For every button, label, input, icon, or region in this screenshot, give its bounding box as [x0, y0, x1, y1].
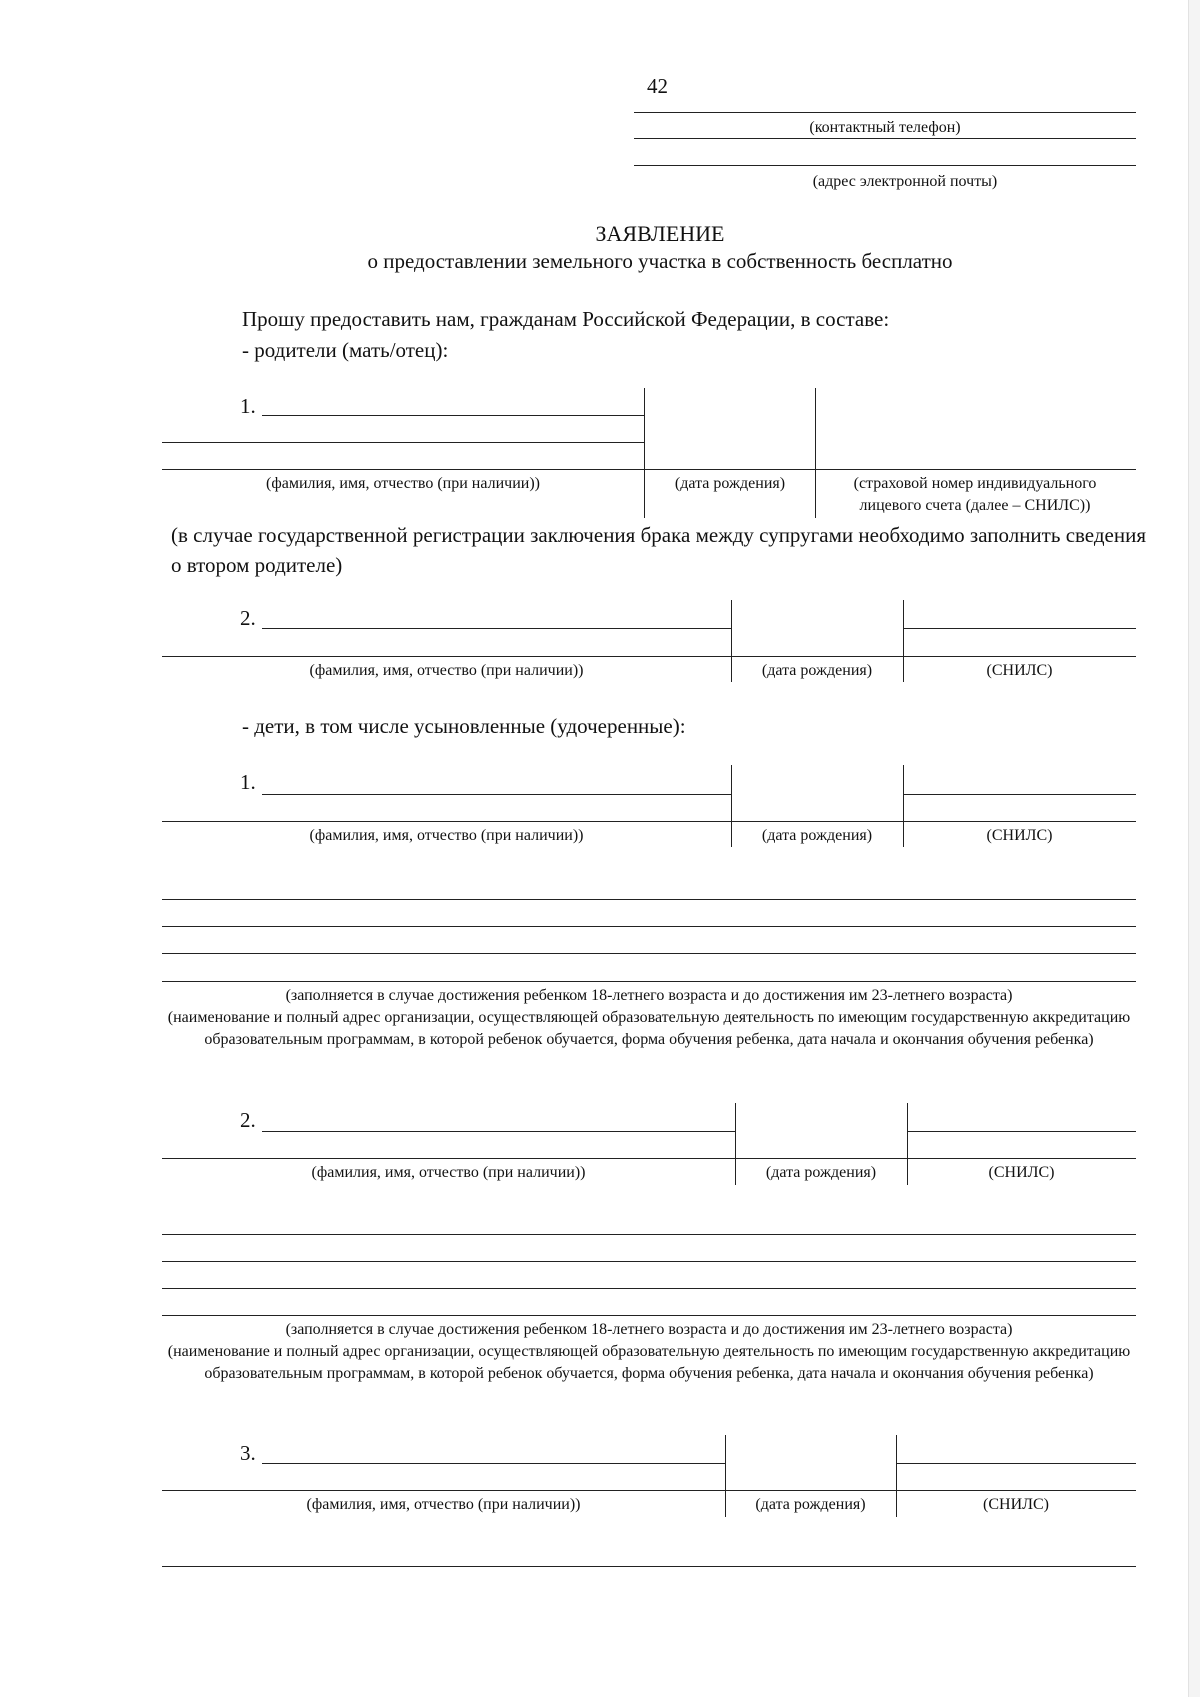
parent-1-number: 1. [240, 394, 256, 418]
child-3-snils-caption: (СНИЛС) [983, 1496, 1049, 1513]
child-1-edu-note-1: (заполняется в случае достижения ребенком 18-летнего возраста и до достижения им 23-летнего возраста) [285, 987, 1013, 1004]
document-subtitle: о предоставлении земельного участка в собственность бесплатно [367, 249, 953, 273]
child-1-number: 1. [240, 770, 256, 794]
child-1-baseline [162, 821, 1136, 822]
email-line[interactable] [634, 165, 1136, 166]
parent-2-number: 2. [240, 606, 256, 630]
parent-1-divider-1 [644, 388, 645, 518]
child-2-edu-line-2[interactable] [162, 1261, 1136, 1262]
parent-1-fio-line-2[interactable] [162, 442, 644, 443]
parent-1-snils-caption-2: лицевого счета (далее – СНИЛС)) [859, 497, 1091, 514]
parent-2-baseline [162, 656, 1136, 657]
parent-2-fio-line[interactable] [262, 628, 731, 629]
child-3-fio-caption: (фамилия, имя, отчество (при наличии)) [306, 1496, 581, 1513]
child-3-dob-caption: (дата рождения) [755, 1496, 866, 1513]
parents-label: - родители (мать/отец): [242, 338, 449, 362]
parent-1-fio-caption: (фамилия, имя, отчество (при наличии)) [266, 475, 540, 492]
child-1-snils-line[interactable] [903, 794, 1136, 795]
child-2-dob-caption: (дата рождения) [765, 1164, 877, 1181]
child-2-edu-note-1: (заполняется в случае достижения ребенком 18-летнего возраста и до достижения им 23-летнего возраста) [285, 1321, 1013, 1338]
child-1-edu-line-3[interactable] [162, 953, 1136, 954]
children-label: - дети, в том числе усыновленные (удочеренные): [242, 714, 686, 738]
second-parent-note: (в случае государственной регистрации заключения брака между супругами необходимо заполнить сведения о втором родителе) [171, 523, 1146, 577]
child-1-edu-note-2: (наименование и полный адрес организации, осуществляющей образовательную деятельность по имеющим государственную аккредитацию образовательным программам, в которой ребенок обучается, форма обучения ребенка, дата начала и окончания обучения ребенка) [167, 1009, 1131, 1048]
child-2-snils-line[interactable] [907, 1131, 1136, 1132]
child-3-baseline [162, 1490, 1136, 1491]
phone-line[interactable] [634, 112, 1136, 113]
parent-2-fio-caption: (фамилия, имя, отчество (при наличии)) [309, 662, 584, 679]
phone-caption: (контактный телефон) [809, 119, 961, 136]
parent-2-snils-line[interactable] [903, 628, 1136, 629]
child-2-edu-line-4[interactable] [162, 1315, 1136, 1316]
child-1-edu-line-4[interactable] [162, 981, 1136, 982]
child-2-snils-caption: (СНИЛС) [988, 1164, 1055, 1181]
parent-1-baseline [162, 469, 1136, 470]
child-3-extra-line[interactable] [162, 1566, 1136, 1567]
child-1-snils-caption: (СНИЛС) [986, 827, 1053, 844]
parent-1-dob-caption: (дата рождения) [674, 475, 786, 492]
child-2-number: 2. [240, 1108, 256, 1132]
child-2-edu-line-3[interactable] [162, 1288, 1136, 1289]
child-2-edu-line-1[interactable] [162, 1234, 1136, 1235]
parent-1-fio-line-1[interactable] [262, 415, 644, 416]
child-1-fio-line[interactable] [262, 794, 731, 795]
parent-2-snils-caption: (СНИЛС) [986, 662, 1053, 679]
phone-caption-underline [634, 138, 1136, 139]
child-3-number: 3. [240, 1441, 256, 1465]
page-number: 42 [647, 74, 668, 98]
child-1-dob-caption: (дата рождения) [761, 827, 873, 844]
child-3-snils-line[interactable] [896, 1463, 1136, 1464]
intro-line: Прошу предоставить нам, гражданам Российской Федерации, в составе: [242, 307, 890, 331]
child-2-fio-line[interactable] [262, 1131, 735, 1132]
child-2-fio-caption: (фамилия, имя, отчество (при наличии)) [311, 1164, 586, 1181]
email-caption: (адрес электронной почты) [812, 173, 998, 190]
child-2-edu-note-2: (наименование и полный адрес организации, осуществляющей образовательную деятельность по имеющим государственную аккредитацию образовательным программам, в которой ребенок обучается, форма обучения ребенка, дата начала и окончания обучения ребенка) [167, 1343, 1131, 1382]
child-3-fio-line[interactable] [262, 1463, 725, 1464]
child-1-edu-line-1[interactable] [162, 899, 1136, 900]
child-1-fio-caption: (фамилия, имя, отчество (при наличии)) [309, 827, 584, 844]
parent-2-dob-caption: (дата рождения) [761, 662, 873, 679]
parent-1-snils-caption-1: (страховой номер индивидуального [853, 475, 1097, 492]
child-1-edu-line-2[interactable] [162, 926, 1136, 927]
document-title: ЗАЯВЛЕНИЕ [595, 221, 725, 246]
child-2-baseline [162, 1158, 1136, 1159]
